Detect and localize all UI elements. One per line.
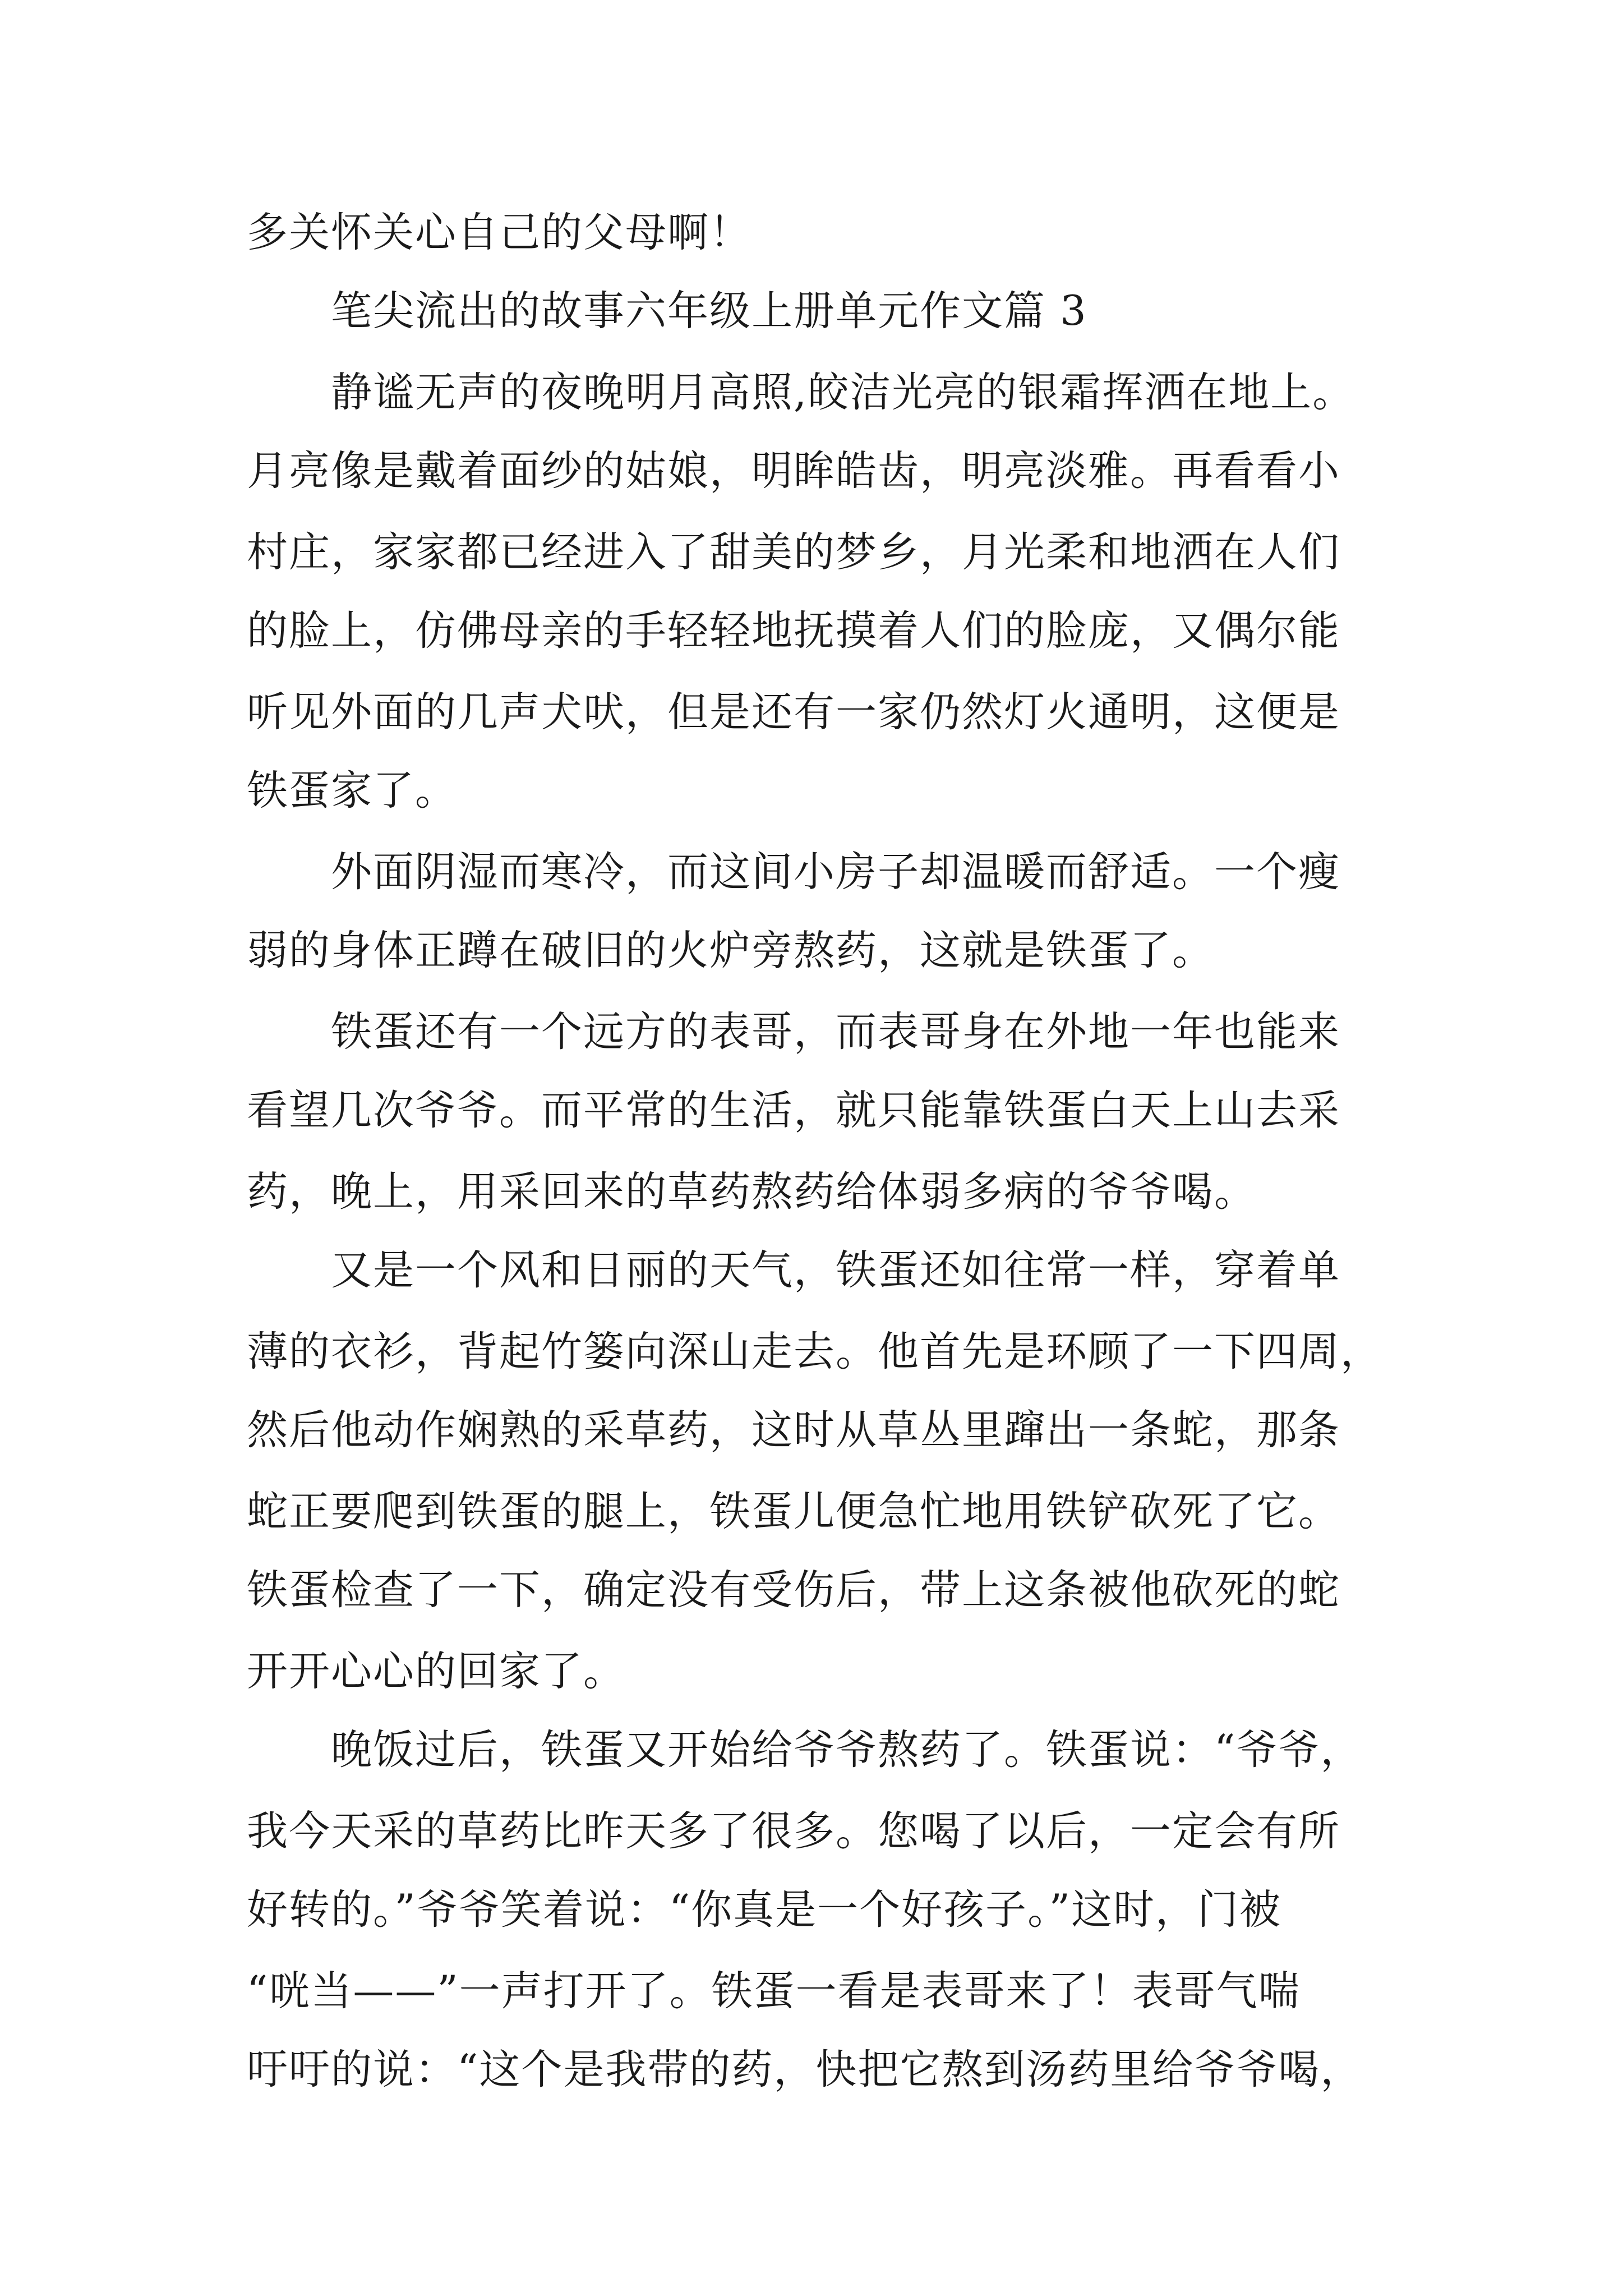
- text-line: 多关怀关心自己的父母啊！: [247, 209, 751, 256]
- text-line: 我今天采的草药比昨天多了很多。您喝了以后，一定会有所: [247, 1807, 1340, 1855]
- text-line: 铁蛋检查了一下，确定没有受伤后，带上这条被他砍死的蛇: [247, 1566, 1340, 1614]
- text-line: 听见外面的几声犬吠，但是还有一家仍然灯火通明，这便是: [247, 688, 1340, 736]
- text-line: 蛇正要爬到铁蛋的腿上，铁蛋儿便急忙地用铁铲砍死了它。: [247, 1488, 1340, 1535]
- text-line: 好转的。”爷爷笑着说：“你真是一个好孩子。”这时，门被: [247, 1886, 1281, 1934]
- text-line: 开开心心的回家了。: [247, 1648, 625, 1695]
- text-line: 看望几次爷爷。而平常的生活，就只能靠铁蛋白天上山去采: [247, 1087, 1340, 1134]
- text-line: 晚饭过后，铁蛋又开始给爷爷熬药了。铁蛋说：“爷爷，: [331, 1726, 1363, 1774]
- text-line: 弱的身体正蹲在破旧的火炉旁熬药，这就是铁蛋了。: [247, 927, 1214, 974]
- text-line: 药，晚上，用采回来的草药熬药给体弱多病的爷爷喝。: [247, 1168, 1256, 1216]
- text-line: 的脸上，仿佛母亲的手轻轻地抚摸着人们的脸庞，又偶尔能: [247, 607, 1340, 655]
- text-line: “咣当——”一声打开了。铁蛋一看是表哥来了！表哥气喘: [247, 1967, 1301, 2015]
- text-line: 村庄，家家都已经进入了甜美的梦乡，月光柔和地洒在人们: [247, 528, 1340, 576]
- text-line: 静谧无声的夜晚明月高照,皎洁光亮的银霜挥洒在地上。: [331, 369, 1355, 416]
- text-line: 月亮像是戴着面纱的姑娘，明眸皓齿，明亮淡雅。再看看小: [247, 447, 1340, 495]
- text-line: 薄的衣衫，背起竹篓向深山走去。他首先是环顾了一下四周，: [247, 1328, 1382, 1375]
- text-line: 然后他动作娴熟的采草药，这时从草丛里蹿出一条蛇，那条: [247, 1406, 1340, 1454]
- text-line: 外面阴湿而寒冷，而这间小房子却温暖而舒适。一个瘦: [331, 848, 1340, 896]
- text-line: 吁吁的说：“这个是我带的药，快把它熬到汤药里给爷爷喝，: [247, 2046, 1363, 2093]
- text-line: 铁蛋家了。: [247, 767, 457, 815]
- text-line: 又是一个风和日丽的天气，铁蛋还如往常一样，穿着单: [331, 1246, 1340, 1294]
- section-heading: 笔尖流出的故事六年级上册单元作文篇 3: [331, 287, 1087, 335]
- text-line: 铁蛋还有一个远方的表哥，而表哥身在外地一年也能来: [331, 1008, 1340, 1056]
